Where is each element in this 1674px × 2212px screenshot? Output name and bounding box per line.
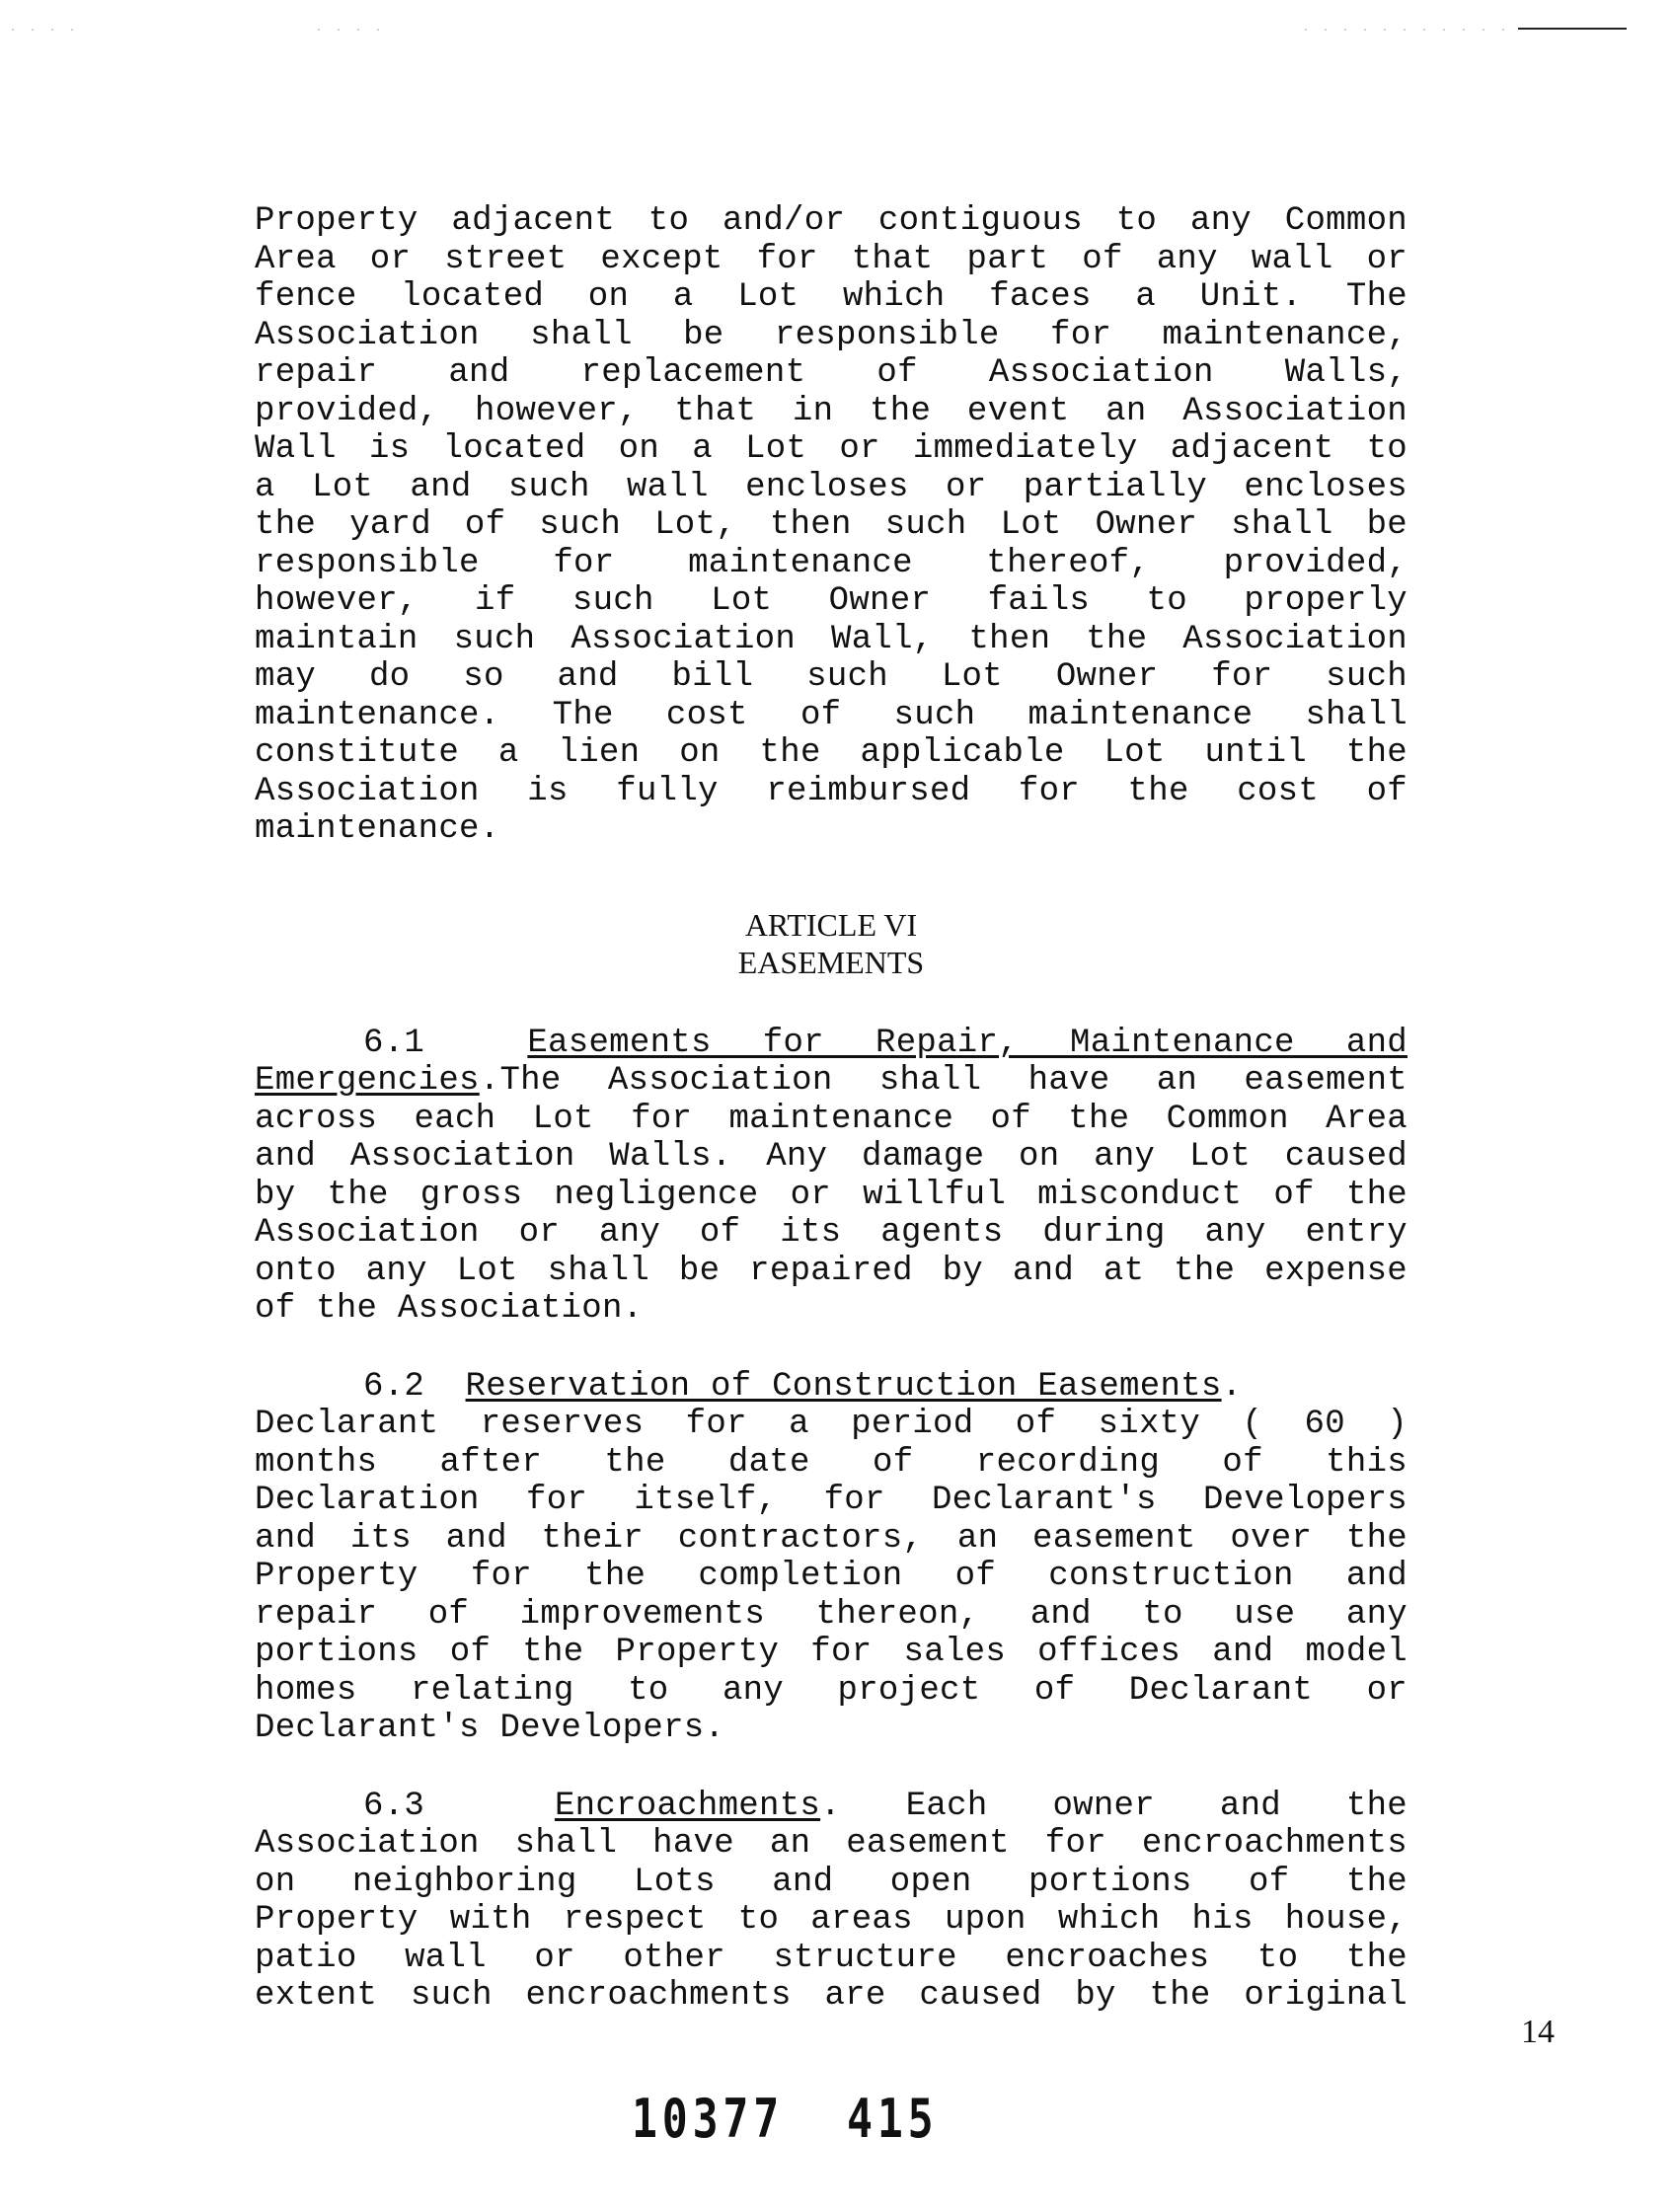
text-line: Declaration for itself, for Declarant's Developers [255, 1482, 1408, 1519]
section-title-cont: Emergencies [255, 1062, 480, 1100]
text-line: maintain such Association Wall, then the Association [255, 620, 1408, 658]
text-line: Association or any of its agents during any entry [255, 1214, 1408, 1252]
text-line: patio wall or other structure encroaches to the [255, 1939, 1408, 1977]
section-first-line [255, 1788, 1408, 1826]
text-line: may do so and bill such Lot Owner for such [255, 658, 1408, 696]
scan-artifact: . . . . . . . . . . . [1303, 24, 1511, 35]
text-line: onto any Lot shall be repaired by and at the expense [255, 1252, 1408, 1290]
recording-stamp [632, 2088, 1001, 2150]
text-line: maintenance. The cost of such maintenance shall [255, 696, 1408, 734]
text-line: Declarant's Developers. [255, 1710, 725, 1747]
text-line: constitute a lien on the applicable Lot until the [255, 734, 1408, 772]
text-line: fence located on a Lot which faces a Unit. The [255, 278, 1408, 316]
page-reference: 415 [847, 2088, 939, 2150]
section-number: 6.2 [363, 1367, 425, 1406]
article-title: EASEMENTS [737, 944, 925, 980]
scan-rule [1518, 28, 1627, 30]
article-number: ARTICLE VI [744, 906, 918, 943]
text-line: the yard of such Lot, then such Lot Owner shall be [255, 506, 1408, 544]
text-line: Property adjacent to and/or contiguous to any Common [255, 202, 1408, 240]
text-line: Association shall have an easement for encroachments [255, 1825, 1408, 1863]
text-line: homes relating to any project of Declarant or [255, 1671, 1408, 1710]
text-line: of the Association. [255, 1290, 644, 1328]
section-first-line [255, 1368, 1408, 1407]
text-line: Association shall be responsible for maintenance, [255, 316, 1408, 354]
text-line [255, 1062, 1408, 1101]
text-line: Association is fully reimbursed for the cost of [255, 772, 1408, 810]
section-6-3 [255, 1788, 1408, 2016]
text-line: Property for the completion of construction and [255, 1558, 1408, 1595]
text-line: provided, however, that in the event an Association [255, 392, 1408, 430]
text-line: portions of the Property for sales offices and model [255, 1634, 1408, 1671]
text-line: repair and replacement of Association Walls, [255, 354, 1408, 392]
section-6-1 [255, 1025, 1408, 1329]
text-line: extent such encroachments are caused by the original [255, 1977, 1408, 2015]
section-title: Reservation of Construction Easements [465, 1367, 1222, 1406]
section-number: 6.3 [363, 1787, 425, 1825]
section-first-line [255, 1025, 1408, 1063]
text-fragment: . Each owner and the [820, 1787, 1408, 1825]
text-line: on neighboring Lots and open portions of the [255, 1863, 1408, 1901]
text-line: Wall is located on a Lot or immediately adjacent to [255, 430, 1408, 468]
text-line: Property with respect to areas upon which his house, [255, 1901, 1408, 1939]
text-line: months after the date of recording of this [255, 1443, 1408, 1482]
section-6-2 [255, 1368, 1408, 1748]
book-number: 10377 [632, 2088, 785, 2150]
text-line: across each Lot for maintenance of the Common Area [255, 1100, 1408, 1138]
text-line: and Association Walls. Any damage on any Lot caused [255, 1138, 1408, 1176]
text-line: maintenance. [255, 810, 500, 848]
scan-artifact: . . . . [10, 24, 80, 35]
continuation-paragraph [255, 202, 1408, 849]
section-title: Easements for Repair, Maintenance and [527, 1024, 1408, 1062]
section-title: Encroachments [554, 1787, 821, 1825]
text-line: a Lot and such wall encloses or partially encloses [255, 468, 1408, 506]
text-line: by the gross negligence or willful misconduct of the [255, 1176, 1408, 1214]
text-fragment: .The Association shall have an easement [479, 1062, 1408, 1100]
scan-artifact: . . . . [316, 24, 386, 35]
section-number: 6.1 [363, 1024, 425, 1062]
text-line: responsible for maintenance thereof, provided, [255, 544, 1408, 582]
text-line: Declarant reserves for a period of sixty ( 60 ) [255, 1406, 1408, 1443]
text-line: repair of improvements thereon, and to use any [255, 1595, 1408, 1634]
text-line: however, if such Lot Owner fails to properly [255, 582, 1408, 620]
article-heading [255, 906, 1408, 981]
text-line: Area or street except for that part of any wall or [255, 240, 1408, 278]
text-line: and its and their contractors, an easement over the [255, 1519, 1408, 1558]
text-fragment: . [1221, 1367, 1243, 1406]
page-number: 14 [1521, 2014, 1555, 2050]
document-body [255, 202, 1408, 2055]
